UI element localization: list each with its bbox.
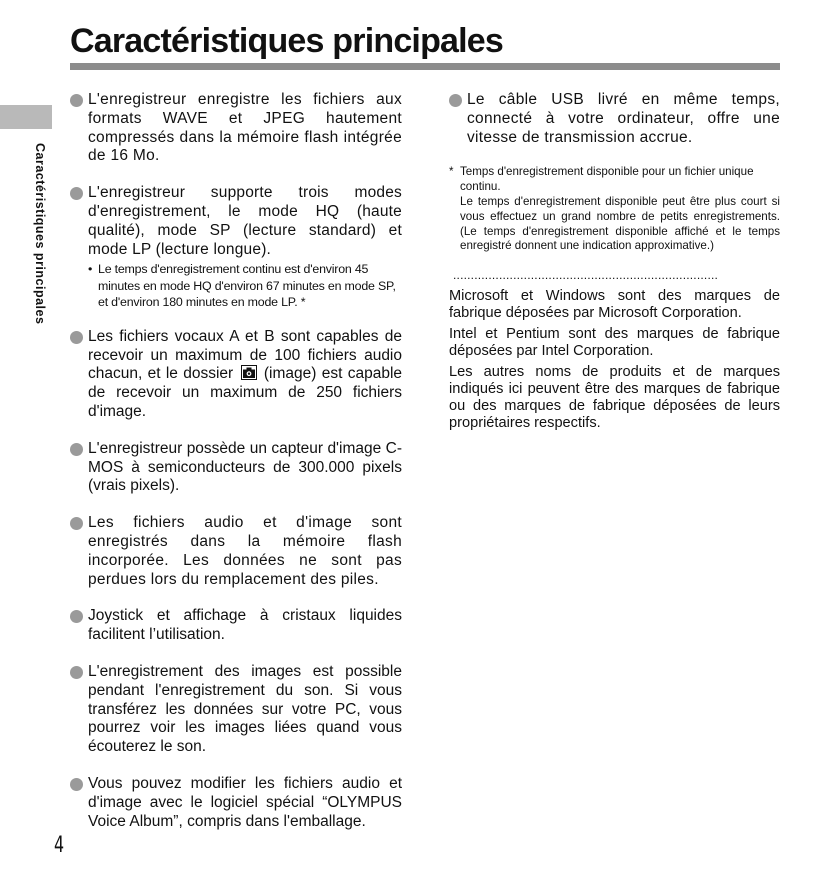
side-section-label: Caractéristiques principales	[33, 143, 47, 325]
feature-item	[70, 440, 402, 496]
feature-item	[70, 607, 402, 645]
feature-text: L'enregistreur possède un capteur d'image C-MOS à semiconducteurs de 300.000 pixels (vrais pixels).	[88, 439, 402, 495]
subnote-text: Le temps d'enregistrement continu est d'environ 45 minutes en mode HQ d'environ 67 minutes en mode SP, et d'environ 180 minutes en mode LP. *	[98, 262, 396, 310]
footnote-line-2: Le temps d'enregistrement disponible peut être plus court si vous effectuez un grand nombre de petits enregistrements. (Le temps d'enregistrement disponible affiché et le temps enregistré donnent une indication approximative.)	[460, 194, 780, 253]
feature-item	[70, 328, 402, 422]
feature-subnote	[70, 261, 402, 311]
page-number: 4	[54, 833, 65, 858]
right-column	[449, 91, 780, 432]
subnote-bullet: •	[88, 262, 93, 277]
bullet-icon	[449, 94, 462, 107]
feature-item	[70, 514, 402, 589]
footnote-marker: *	[449, 165, 454, 179]
feature-text: L'enregistreur enregistre les fichiers aux formats WAVE et JPEG hautement compressés dans la mémoire flash intégrée de 16 Mo.	[88, 91, 402, 165]
side-tab-marker	[0, 105, 52, 129]
feature-item	[70, 663, 402, 757]
page-title: Caractéristiques principales	[70, 22, 504, 60]
bullet-icon	[70, 778, 83, 791]
bullet-icon	[70, 331, 83, 344]
feature-text: L'enregistreur supporte trois modes d'enregistrement, le mode HQ (haute qualité), mode SP (lecture standard) et mode LP (lecture longue).	[88, 184, 402, 258]
trademark-notice: Les autres noms de produits et de marques indiqués ici peuvent être des marques de fabrique ou des marques de fabrique déposées de leurs propriétaires respectifs.	[449, 364, 780, 432]
feature-text: L'enregistrement des images est possible pendant l'enregistrement du son. Si vous transférez les données sur votre PC, vous pourrez voir les images liées quand vous écouterez le son.	[88, 663, 402, 756]
camera-icon	[241, 365, 257, 380]
left-column	[70, 91, 402, 831]
feature-text: Joystick et affichage à cristaux liquides facilitent l’utilisation.	[88, 607, 402, 644]
bullet-icon	[70, 666, 83, 679]
trademark-notice: Microsoft et Windows sont des marques de fabrique déposées par Microsoft Corporation.	[449, 288, 780, 322]
separator-dotted-line: ...........................................................................	[453, 268, 719, 283]
feature-text: Les fichiers audio et d'image sont enregistrés dans la mémoire flash incorporée. Les données ne sont pas perdues lors du remplacement des piles.	[88, 514, 402, 588]
title-rule	[70, 63, 780, 70]
footnote-line-1: Temps d'enregistrement disponible pour un fichier unique continu.	[460, 165, 754, 194]
feature-text: Le câble USB livré en même temps, connecté à votre ordinateur, offre une vitesse de transmission accrue.	[467, 91, 780, 146]
feature-item	[70, 184, 402, 259]
feature-item	[449, 91, 780, 147]
footnote	[449, 165, 780, 254]
bullet-icon	[70, 610, 83, 623]
feature-item	[70, 775, 402, 831]
bullet-icon	[70, 94, 83, 107]
feature-text-before: Les fichiers vocaux A et B sont capables de recevoir un maximum de 100 fichiers audio chacun, et le dossier	[88, 327, 402, 383]
feature-text: Vous pouvez modifier les fichiers audio et d'image avec le logiciel spécial “OLYMPUS Voice Album”, compris dans l'emballage.	[88, 775, 402, 830]
bullet-icon	[70, 187, 83, 200]
feature-text-after: (image) est capable de recevoir un maximum de 250 fichiers d'image.	[88, 365, 403, 421]
bullet-icon	[70, 517, 83, 530]
trademark-notice: Intel et Pentium sont des marques de fabrique déposées par Intel Corporation.	[449, 326, 780, 360]
bullet-icon	[70, 443, 83, 456]
feature-item	[70, 91, 402, 166]
